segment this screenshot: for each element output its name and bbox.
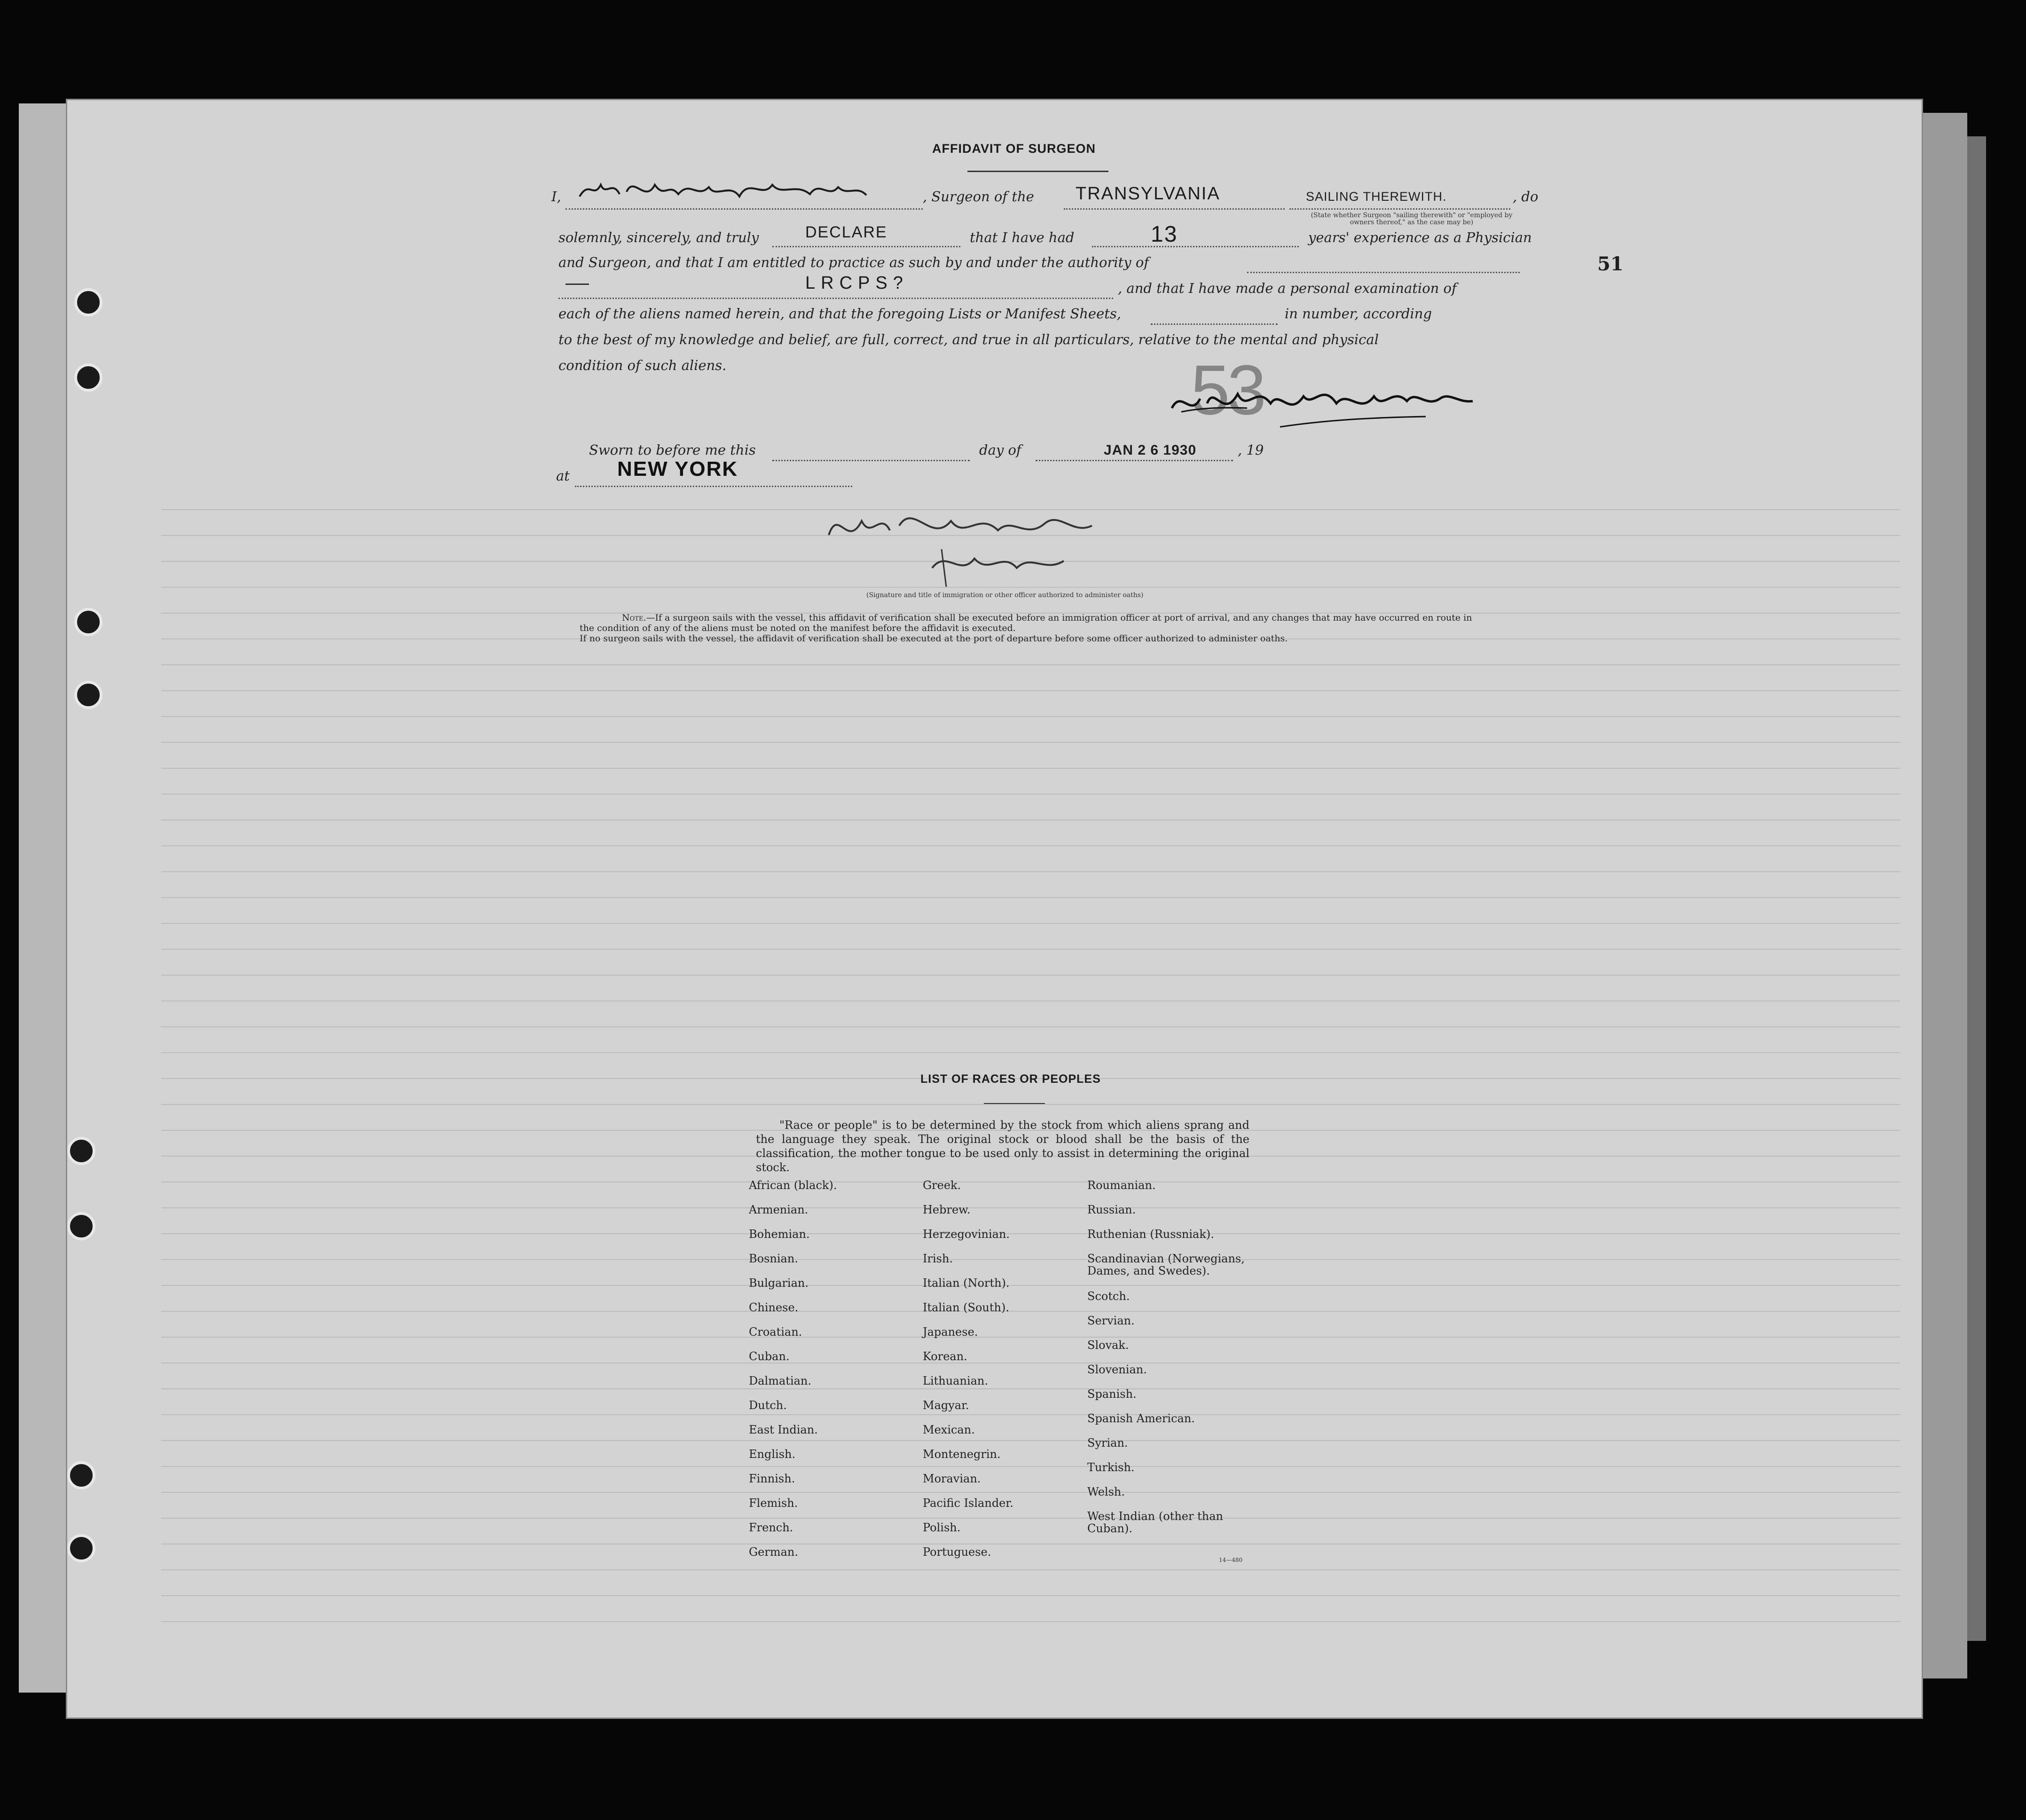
race-item: English.	[749, 1448, 796, 1461]
race-item: Turkish.	[1087, 1461, 1135, 1474]
authority-value: LRCPS?	[805, 273, 909, 293]
line6-text: to the best of my knowledge and belief, are full, correct, and true in all particulars, relative to the mental and physical	[558, 331, 1379, 347]
binder-hole	[67, 1137, 95, 1165]
line2-prefix: solemnly, sincerely, and truly	[558, 229, 759, 245]
page-number: 51	[1597, 253, 1624, 275]
race-item: Moravian.	[923, 1472, 981, 1485]
races-column-1	[749, 1179, 871, 1559]
line2-mid: that I have had	[970, 229, 1075, 245]
race-item: Herzegovinian.	[923, 1228, 1010, 1241]
line1-surgeon-of: , Surgeon of the	[923, 189, 1034, 205]
binder-hole	[67, 1461, 95, 1489]
race-item: Slovenian.	[1087, 1363, 1147, 1376]
race-item: Portuguese.	[923, 1545, 991, 1559]
race-item: Syrian.	[1087, 1436, 1128, 1450]
binder-hole	[74, 363, 102, 392]
vessel-field	[1064, 208, 1285, 210]
race-item: Mexican.	[923, 1423, 975, 1436]
signature-caption: (Signature and title of immigration or other officer authorized to administer oaths)	[866, 591, 1144, 599]
race-item: Magyar.	[923, 1399, 969, 1412]
races-title-underline	[984, 1103, 1045, 1104]
note-block	[580, 613, 1472, 644]
manifest-page	[66, 99, 1923, 1719]
race-item: Greek.	[923, 1179, 961, 1192]
binder-hole	[74, 608, 102, 636]
race-item: East Indian.	[749, 1423, 818, 1436]
race-item: Hebrew.	[923, 1203, 971, 1216]
title-underline	[967, 171, 1108, 172]
binder-hole	[74, 288, 102, 316]
race-item: Italian (North).	[923, 1276, 1010, 1290]
surgeon-status: SAILING THEREWITH.	[1306, 189, 1447, 204]
note-line3: If no surgeon sails with the vessel, the affidavit of verification shall be executed at the port of departure before some officer authorized to administer oaths.	[580, 633, 1288, 644]
races-title: LIST OF RACES OR PEOPLES	[920, 1072, 1101, 1086]
sworn-year-suffix: , 19	[1238, 442, 1264, 458]
binder-hole	[67, 1212, 95, 1240]
sworn-month-field	[1036, 460, 1233, 461]
authority-field-2	[558, 298, 1113, 299]
line1-prefix: I,	[551, 189, 561, 205]
surgeon-name-handwriting	[575, 171, 913, 208]
surgeon-signature	[1162, 375, 1492, 432]
race-item: African (black).	[749, 1179, 837, 1192]
authority-mark	[565, 279, 589, 285]
race-item: Chinese.	[749, 1301, 799, 1314]
declare-word: DECLARE	[805, 223, 887, 241]
race-item: Montenegrin.	[923, 1448, 1001, 1461]
note-label: Note.	[622, 613, 646, 623]
race-item: Ruthenian (Russniak).	[1087, 1228, 1214, 1241]
binder-hole	[74, 681, 102, 709]
races-intro: "Race or people" is to be determined by the stock from which aliens sprang and the language they speak. The original stock or blood shall be the basis of the classification, the mother tongue to be used only to assist in determining the original stock.	[756, 1119, 1249, 1174]
stamp-number: 53	[1191, 350, 1264, 429]
race-item: Roumanian.	[1087, 1179, 1156, 1192]
line4-suffix: , and that I have made a personal examination of	[1118, 280, 1457, 296]
race-item: Finnish.	[749, 1472, 795, 1485]
race-item: French.	[749, 1521, 793, 1534]
sheets-count-field	[1151, 323, 1278, 325]
note-line2: the condition of any of the aliens must be noted on the manifest before the affidavit is executed.	[580, 623, 1016, 633]
line5-prefix: each of the aliens named herein, and that the foregoing Lists or Manifest Sheets,	[558, 306, 1122, 322]
race-item: Scotch.	[1087, 1290, 1130, 1303]
race-item: Japanese.	[923, 1325, 978, 1339]
line2-suffix: years' experience as a Physician	[1308, 229, 1532, 245]
authority-field-1	[1247, 272, 1520, 273]
note-line1: —If a surgeon sails with the vessel, this affidavit of verification shall be executed before an immigration officer at port of arrival, and any changes that may have occurred en route in	[646, 613, 1472, 623]
races-column-2	[923, 1179, 1064, 1559]
sworn-day-label: day of	[979, 442, 1021, 458]
location-field	[575, 486, 852, 487]
race-item: Scandinavian (Norwegians, Dames, and Swedes).	[1087, 1252, 1245, 1277]
race-item: Lithuanian.	[923, 1374, 989, 1387]
race-item: German.	[749, 1545, 798, 1559]
race-item: Servian.	[1087, 1314, 1135, 1327]
race-item: West Indian (other than Cuban).	[1087, 1510, 1223, 1535]
line3-text: and Surgeon, and that I am entitled to practice as such by and under the authority of	[558, 254, 1149, 270]
race-item: Italian (South).	[923, 1301, 1009, 1314]
years-field	[1092, 246, 1299, 247]
race-item: Polish.	[923, 1521, 961, 1534]
race-item: Spanish.	[1087, 1387, 1137, 1401]
page-edge	[1920, 113, 1967, 1678]
race-item: Bohemian.	[749, 1228, 810, 1241]
race-item: Korean.	[923, 1350, 967, 1363]
race-item: Flemish.	[749, 1497, 798, 1510]
line1-suffix: , do	[1513, 189, 1539, 205]
years-experience: 13	[1151, 222, 1178, 247]
officer-signature	[810, 497, 1148, 591]
status-field	[1289, 208, 1510, 210]
race-item: Dutch.	[749, 1399, 787, 1412]
race-item: Russian.	[1087, 1203, 1136, 1216]
race-item: Dalmatian.	[749, 1374, 812, 1387]
race-item: Cuban.	[749, 1350, 790, 1363]
race-item: Welsh.	[1087, 1485, 1125, 1498]
race-item: Bulgarian.	[749, 1276, 809, 1290]
form-code: 14—480	[1219, 1557, 1243, 1563]
race-item: Spanish American.	[1087, 1412, 1195, 1425]
at-label: at	[556, 468, 570, 484]
binder-strip	[19, 103, 67, 1693]
race-item: Irish.	[923, 1252, 953, 1265]
sworn-date-stamp: JAN 2 6 1930	[1104, 442, 1197, 458]
declare-field	[772, 246, 960, 247]
binder-hole	[67, 1534, 95, 1562]
status-note: (State whether Surgeon "sailing therewith" or "employed by owners thereof," as the case may be)	[1311, 212, 1513, 226]
race-item: Croatian.	[749, 1325, 802, 1339]
vessel-name: TRANSYLVANIA	[1076, 184, 1220, 204]
sworn-prefix: Sworn to before me this	[589, 442, 756, 458]
line7-text: condition of such aliens.	[558, 357, 727, 373]
race-item: Bosnian.	[749, 1252, 798, 1265]
race-item: Slovak.	[1087, 1339, 1129, 1352]
line5-suffix: in number, according	[1285, 306, 1432, 322]
page-edge-shadow	[1967, 136, 1986, 1641]
surgeon-name-field	[565, 208, 923, 210]
race-item: Armenian.	[749, 1203, 809, 1216]
location: NEW YORK	[617, 457, 738, 481]
race-item: Pacific Islander.	[923, 1497, 1013, 1510]
affidavit-title: AFFIDAVIT OF SURGEON	[932, 142, 1096, 156]
races-column-3	[1087, 1179, 1275, 1555]
sworn-day-field	[772, 460, 970, 461]
